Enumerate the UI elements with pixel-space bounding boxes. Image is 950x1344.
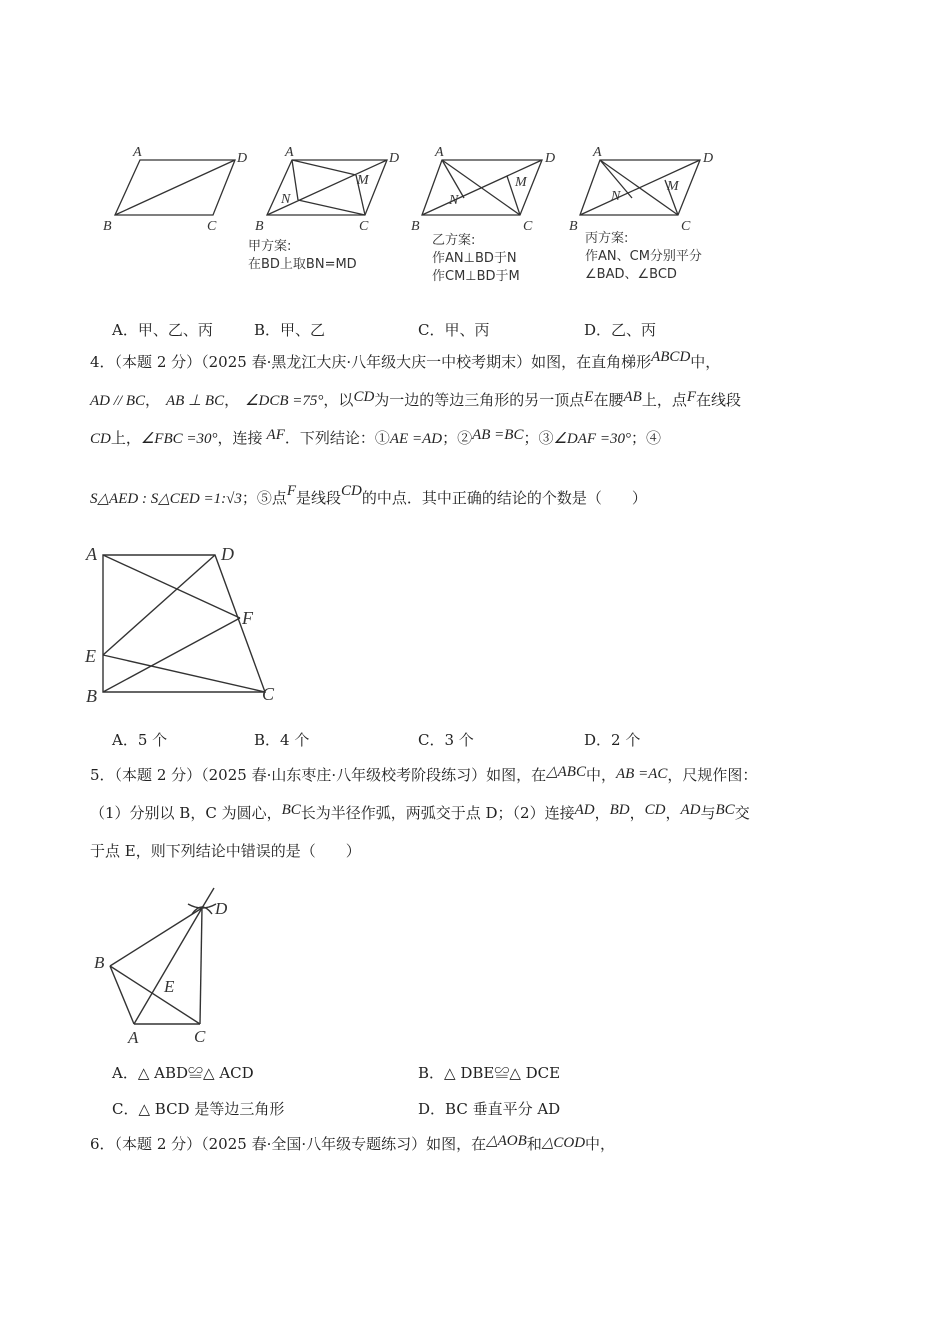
svg-text:M: M: [357, 173, 369, 188]
svg-text:C: C: [207, 219, 217, 234]
question-number: 5．: [90, 766, 115, 784]
svg-text:A: A: [435, 145, 444, 160]
caption-bing: 丙方案: 作AN、CM分别平分 ∠BAD、∠BCD: [585, 231, 702, 282]
q3-option-c[interactable]: C．甲、丙: [418, 321, 490, 339]
svg-text:N: N: [611, 189, 621, 204]
svg-text:A: A: [86, 544, 97, 564]
construction-figure: [88, 880, 248, 1050]
parallelogram-figures: [95, 140, 755, 240]
q4-stem-line2: AD // BC， AB ⊥ BC， ∠DCB =75°，以CD为一边的等边三角形的另一顶点E在腰AB上，点F在线段: [90, 389, 742, 409]
svg-text:D: D: [221, 544, 234, 564]
svg-text:F: F: [242, 608, 253, 628]
svg-text:C: C: [359, 219, 369, 234]
svg-text:C: C: [681, 219, 691, 234]
q4-option-a[interactable]: A．5 个: [112, 731, 168, 749]
svg-text:B: B: [103, 219, 112, 234]
q5-stem-line1: 5．（本题 2 分）（2025 春·山东枣庄·八年级校考阶段练习）如图，在△ABC中，AB =AC，尺规作图：: [90, 764, 758, 784]
svg-text:B: B: [94, 953, 105, 972]
svg-text:B: B: [569, 219, 578, 234]
svg-text:A: A: [593, 145, 602, 160]
svg-text:A: A: [128, 1028, 139, 1047]
svg-text:N: N: [449, 193, 459, 208]
svg-text:B: B: [255, 219, 264, 234]
svg-text:M: M: [515, 175, 527, 190]
svg-text:D: D: [237, 151, 248, 166]
q3-option-b[interactable]: B．甲、乙: [254, 321, 326, 339]
q4-option-c[interactable]: C．3 个: [418, 731, 474, 749]
q5-option-b[interactable]: B．△ DBE≌△ DCE: [418, 1064, 561, 1082]
caption-jia: 甲方案: 在BD上取BN=MD: [248, 239, 357, 272]
q4-stem-line3: CD上，∠FBC =30°，连接 AF．下列结论：①AE =AD；②AB =BC；③∠DAF =30°；④: [90, 427, 661, 447]
q5-option-a[interactable]: A．△ ABD≌△ ACD: [112, 1064, 254, 1082]
svg-text:D: D: [545, 151, 556, 166]
svg-text:B: B: [86, 686, 97, 706]
svg-text:D: D: [389, 151, 400, 166]
svg-text:A: A: [285, 145, 294, 160]
svg-text:C: C: [194, 1027, 206, 1046]
svg-text:A: A: [133, 145, 142, 160]
trapezoid-figure: [80, 540, 290, 710]
question-number: 4．: [90, 353, 115, 371]
svg-text:D: D: [215, 899, 228, 918]
svg-text:D: D: [703, 151, 714, 166]
q4-stem-line1: 4．（本题 2 分）（2025 春·黑龙江大庆·八年级大庆一中校考期末）如图，在直角梯形ABCD中，: [90, 349, 721, 371]
svg-text:B: B: [411, 219, 420, 234]
q5-stem-line3: 于点 E，则下列结论中错误的是（ ）: [90, 842, 361, 860]
question-number: 6．: [90, 1135, 115, 1153]
q5-option-c[interactable]: C．△ BCD 是等边三角形: [112, 1100, 285, 1118]
caption-yi: 乙方案: 作AN⊥BD于N 作CM⊥BD于M: [432, 233, 520, 284]
svg-text:C: C: [523, 219, 533, 234]
q5-stem-line2: （1）分别以 B，C 为圆心，BC长为半径作弧，两弧交于点 D；（2）连接AD，BD，CD，AD与BC交: [90, 802, 750, 822]
q4-option-d[interactable]: D．2 个: [584, 731, 641, 749]
svg-text:E: E: [85, 646, 96, 666]
q4-option-b[interactable]: B．4 个: [254, 731, 310, 749]
q4-stem-line4: S△AED : S△CED =1:√3；⑤点F是线段CD的中点．其中正确的结论的个数是（ ）: [90, 483, 647, 507]
svg-text:M: M: [667, 179, 679, 194]
q6-stem-line1: 6．（本题 2 分）（2025 春·全国·八年级专题练习）如图，在△AOB和△COD中，: [90, 1133, 616, 1153]
svg-text:C: C: [262, 684, 275, 704]
q3-option-d[interactable]: D．乙、丙: [584, 321, 657, 339]
q3-option-a[interactable]: A．甲、乙、丙: [112, 321, 213, 339]
q5-option-d[interactable]: D．BC 垂直平分 AD: [418, 1100, 561, 1118]
svg-text:E: E: [164, 977, 175, 996]
svg-text:N: N: [281, 192, 291, 207]
